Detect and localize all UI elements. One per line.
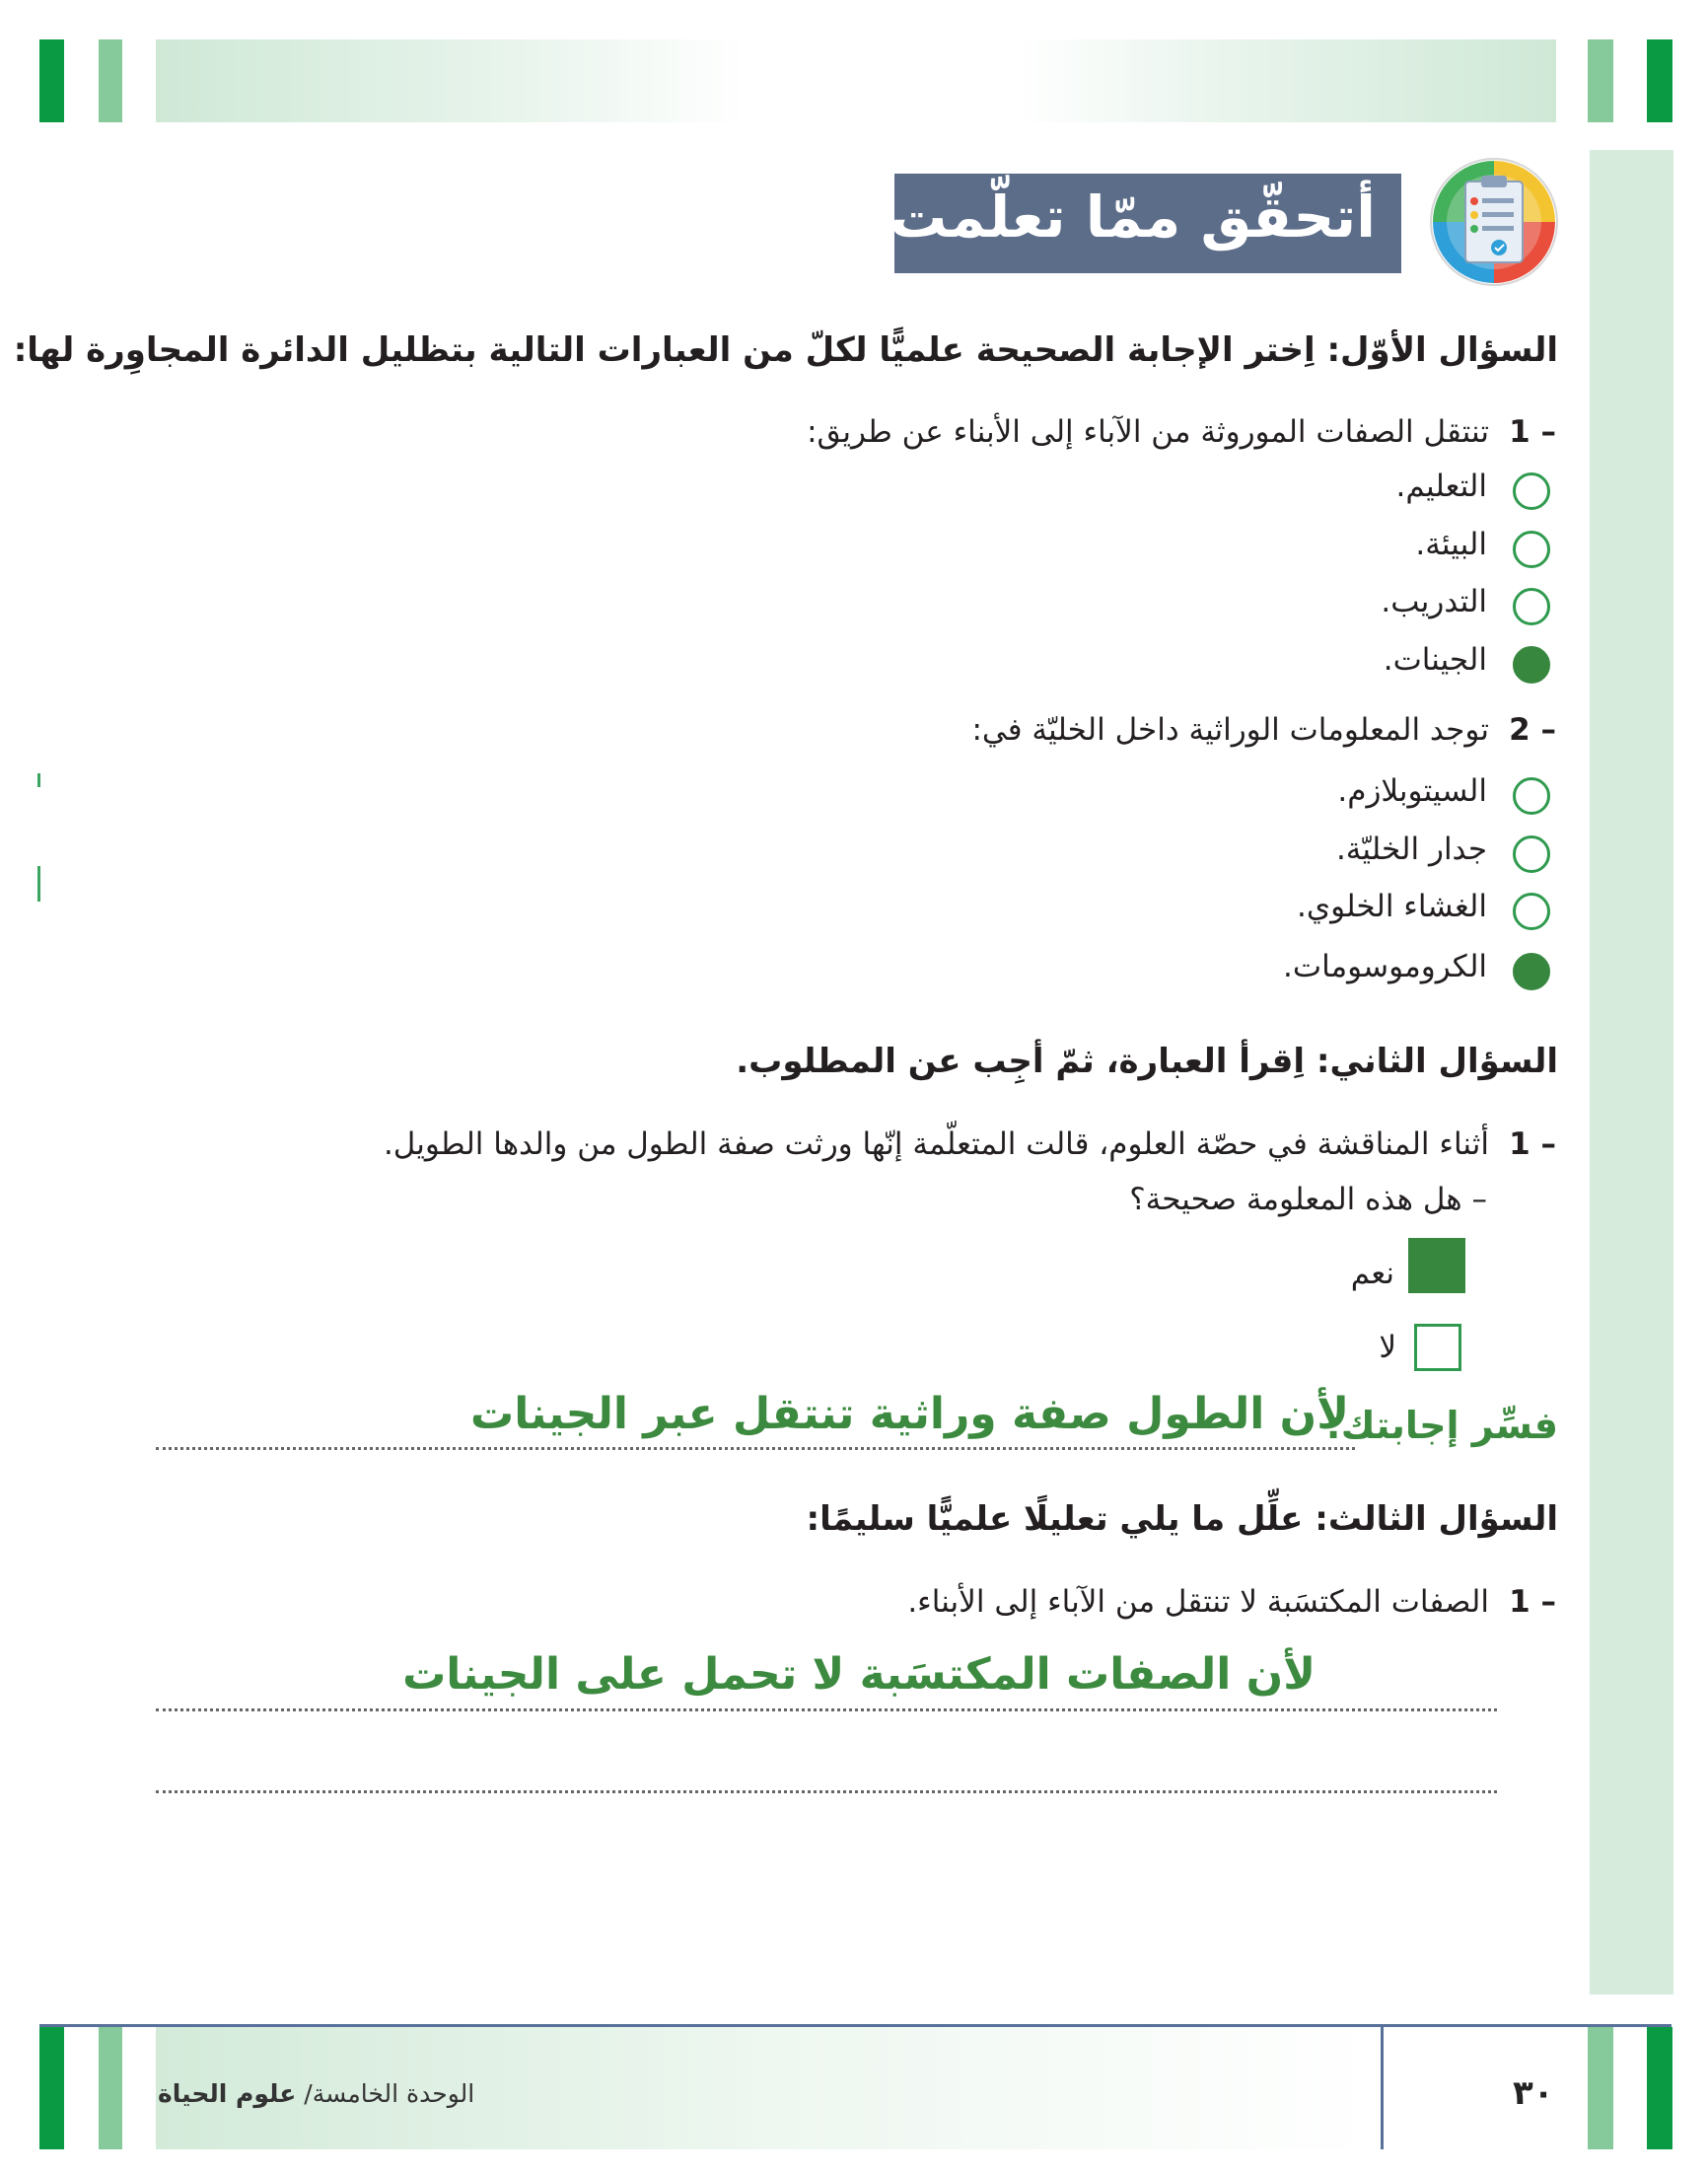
q1-item2-option1-radio[interactable] <box>1513 777 1550 815</box>
q1-item1-option3-radio[interactable] <box>1513 588 1550 625</box>
footer-bar-right-dark <box>1647 2027 1672 2149</box>
q1-heading: السؤال الأوّل: اِختر الإجابة الصحيحة علميًّا لكلّ من العبارات التالية بتظليل الدائرة المجاوِرة لها: <box>13 330 1558 370</box>
q2-question: – هل هذه المعلومة صحيحة؟ <box>1129 1182 1487 1217</box>
q1-item2-option3-label: الغشاء الخلوي. <box>1296 889 1487 924</box>
q1-item2-option2-radio[interactable] <box>1513 835 1550 873</box>
q3-statement: الصفات المكتسَبة لا تنتقل من الآباء إلى الأبناء. <box>907 1584 1489 1620</box>
header-bar-left-light <box>99 39 122 122</box>
q1-item2-number: 2 – <box>1509 712 1556 748</box>
q1-item1-number: 1 – <box>1509 414 1556 450</box>
q2-yes-label: نعم <box>1350 1256 1394 1291</box>
q2-explain-label: فسِّر إجابتك: <box>1325 1404 1558 1447</box>
footer-unit: الوحدة الخامسة/ <box>304 2079 475 2108</box>
q3-answer-line-2 <box>156 1790 1497 1793</box>
q2-answer-line <box>156 1447 1355 1450</box>
page-number: ٣٠ <box>1513 2073 1554 2113</box>
header-band-left <box>156 39 747 122</box>
q1-item1-option2-radio[interactable] <box>1513 531 1550 568</box>
q1-item1-option4-radio[interactable] <box>1513 646 1550 684</box>
q1-item1-option1-radio[interactable] <box>1513 472 1550 510</box>
side-panel <box>1590 150 1673 1994</box>
margin-mark <box>37 773 40 787</box>
margin-mark <box>37 866 40 902</box>
footer-bar-left-light <box>99 2027 122 2149</box>
q1-item1-text: تنتقل الصفات الموروثة من الآباء إلى الأبناء عن طريق: <box>807 414 1489 450</box>
q2-heading: السؤال الثاني: اِقرأ العبارة، ثمّ أجِب عن المطلوب. <box>736 1042 1558 1081</box>
footer-separator <box>1381 2027 1384 2149</box>
section-title-box <box>890 174 1401 273</box>
q1-item2-text: توجد المعلومات الوراثية داخل الخليّة في: <box>971 712 1489 748</box>
header-bar-right-light <box>1588 39 1613 122</box>
q2-number: 1 – <box>1509 1126 1556 1162</box>
header-bar-left-dark <box>39 39 64 122</box>
q2-statement: أثناء المناقشة في حصّة العلوم، قالت المتعلّمة إنّها ورثت صفة الطول من والدها الطويل. <box>383 1126 1489 1162</box>
header-bar-right-dark <box>1647 39 1672 122</box>
footer-breadcrumb <box>158 2079 552 2108</box>
q2-explain-answer: لأن الطول صفة وراثية تنتقل عبر الجينات <box>470 1389 1349 1439</box>
q3-heading: السؤال الثالث: علِّل ما يلي تعليلًا علميًّا سليمًا: <box>806 1499 1558 1539</box>
q1-item2-option4-label: الكروموسومات. <box>1283 949 1487 984</box>
checklist-icon <box>1428 156 1560 288</box>
page-title: أتحقّق ممّا تعلّمت <box>890 183 1376 251</box>
q3-number: 1 – <box>1509 1584 1556 1620</box>
q2-no-label: لا <box>1379 1330 1396 1365</box>
q1-item2-option4-radio[interactable] <box>1513 953 1550 990</box>
q3-answer: لأن الصفات المكتسَبة لا تحمل على الجينات <box>402 1649 1316 1700</box>
q2-yes-checkbox[interactable] <box>1408 1238 1465 1293</box>
q3-answer-line-1 <box>156 1708 1497 1711</box>
q1-item1-option1-label: التعليم. <box>1395 469 1487 504</box>
q1-item2-option3-radio[interactable] <box>1513 893 1550 930</box>
q1-item2-option1-label: السيتوبلازم. <box>1337 773 1487 809</box>
q2-no-checkbox[interactable] <box>1414 1324 1461 1371</box>
q1-item1-option2-label: البيئة. <box>1415 527 1487 562</box>
footer-bar-right-light <box>1588 2027 1613 2149</box>
q1-item1-option3-label: التدريب. <box>1381 584 1487 619</box>
q1-item1-option4-label: الجينات. <box>1383 642 1487 678</box>
q1-item2-option2-label: جدار الخليّة. <box>1335 832 1487 867</box>
footer-subject: علوم الحياة <box>158 2079 297 2108</box>
footer-bar-left-dark <box>39 2027 64 2149</box>
header-band-right <box>1016 39 1556 122</box>
